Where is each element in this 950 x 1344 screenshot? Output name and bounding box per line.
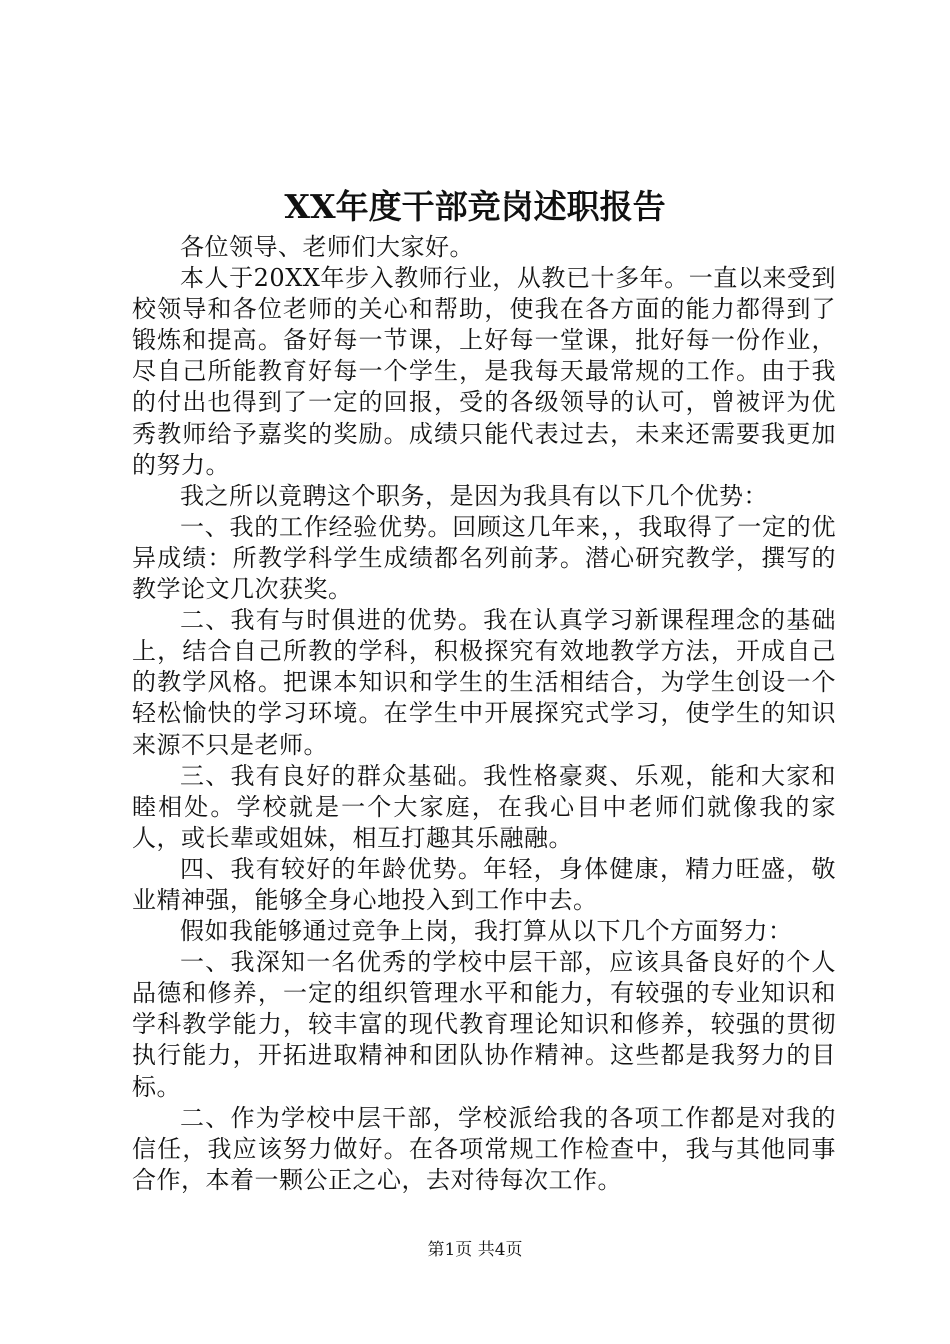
paragraph-plan-2: 二、作为学校中层干部，学校派给我的各项工作都是对我的信任，我应该努力做好。在各项常规工作检查中，我与其他同事合作，本着一颗公正之心，去对待每次工作。 (132, 1103, 836, 1194)
paragraph-advantage-4: 四、我有较好的年龄优势。年轻，身体健康，精力旺盛，敬业精神强，能够全身心地投入到工作中去。 (132, 854, 836, 914)
paragraph-intro: 本人于20XX年步入教师行业，从教已十多年。一直以来受到校领导和各位老师的关心和帮助，使我在各方面的能力都得到了锻炼和提高。备好每一节课，上好每一堂课，批好每一份作业，尽自己所能教育好每一个学生，是我每天最常规的工作。由于我的付出也得到了一定的回报，受的各级领导的认可，曾被评为优秀教师给予嘉奖的奖励。成绩只能代表过去，未来还需要我更加的努力。 (132, 264, 836, 479)
paragraph-advantage-2: 二、我有与时俱进的优势。我在认真学习新课程理念的基础上，结合自己所教的学科，积极探究有效地教学方法，开成自己的教学风格。把课本知识和学生的生活相结合，为学生创设一个轻松愉快的学习环境。在学生中开展探究式学习，使学生的知识来源不只是老师。 (132, 606, 836, 759)
document-body (132, 232, 836, 1196)
paragraph-plan-heading: 假如我能够通过竞争上岗，我打算从以下几个方面努力： (180, 917, 793, 946)
paragraph-advantage-1: 一、我的工作经验优势。回顾这几年来，，我取得了一定的优异成绩：所教学科学生成绩都名列前茅。潜心研究教学，撰写的教学论文几次获奖。 (132, 512, 836, 604)
paragraph-advantage-3: 三、我有良好的群众基础。我性格豪爽、乐观，能和大家和睦相处。学校就是一个大家庭，在我心目中老师们就像我的家人，或长辈或姐妹，相互打趣其乐融融。 (132, 761, 836, 852)
page-footer: 第1页 共4页 (427, 1240, 523, 1260)
paragraph-plan-1: 一、我深知一名优秀的学校中层干部，应该具备良好的个人品德和修养，一定的组织管理水平和能力，有较强的专业知识和学科教学能力，较丰富的现代教育理论知识和修养，较强的贯彻执行能力，开拓进取精神和团队协作精神。这些都是我努力的目标。 (132, 948, 836, 1101)
document-title: XX年度干部竞岗述职报告 (284, 187, 666, 226)
paragraph-advantages-heading: 我之所以竟聘这个职务，是因为我具有以下几个优势： (180, 481, 768, 510)
paragraph-greeting: 各位领导、老师们大家好。 (180, 233, 474, 261)
